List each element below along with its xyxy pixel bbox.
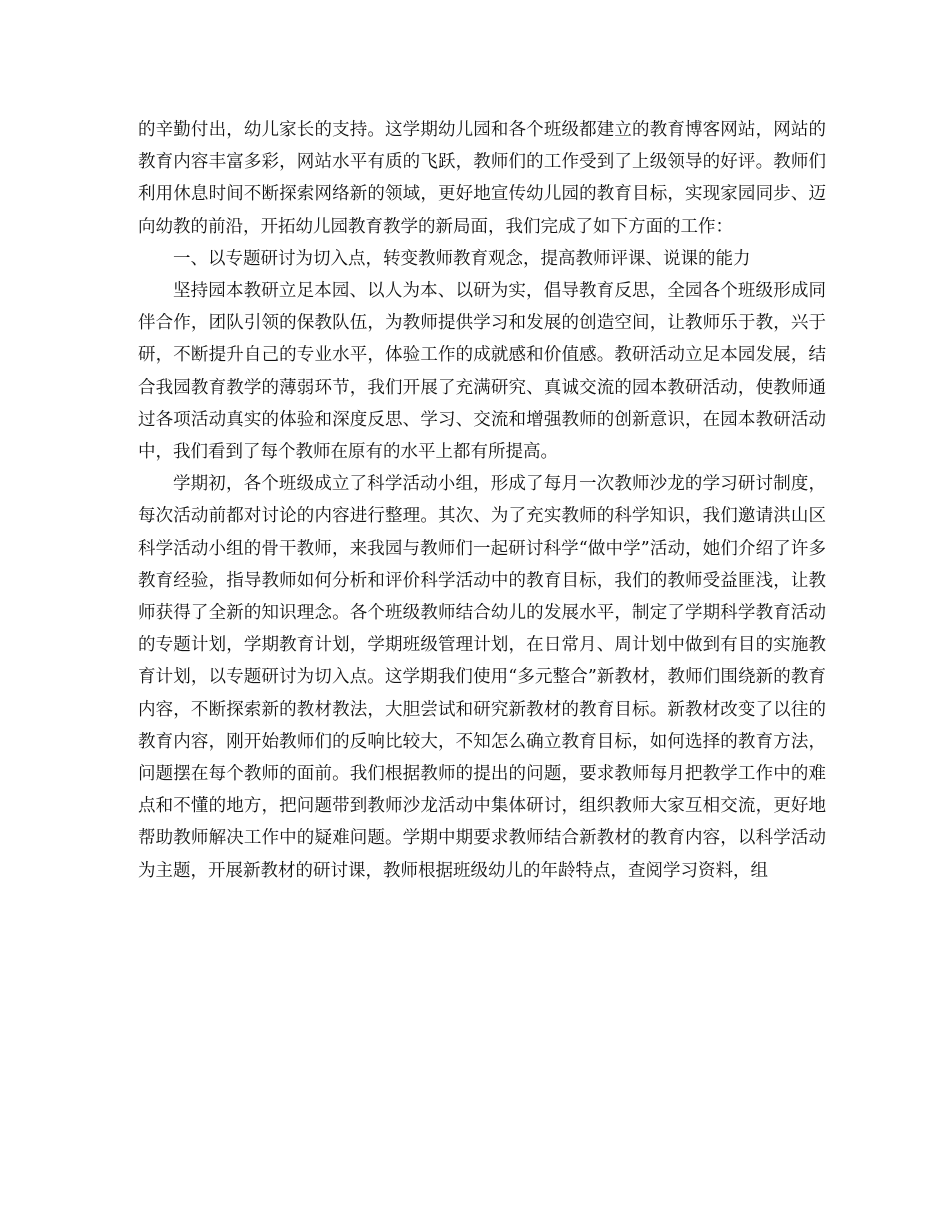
section-heading: 一、以专题研讨为切入点，转变教师教育观念，提高教师评课、说课的能力 — [173, 248, 751, 269]
paragraph-semester: 学期初，各个班级成立了科学活动小组，形成了每月一次教师沙龙的学习研讨制度，每次活动前都对讨论的内容进行整理。其次、为了充实教师的科学知识，我们邀请洪山区科学活动小组的骨干教师，来我园与教师们一起研讨科学“做中学”活动，她们介绍了许多教育经验，指导教师如何分析和评价科学活动中的教育目标，我们的教师受益匪浅，让教师获得了全新的知识理念。各个班级教师结合幼儿的发展水平，制定了学期科学教育活动的专题计划，学期教育计划，学期班级管理计划，在日常月、周计划中做到有目的实施教育计划，以专题研讨为切入点。这学期我们使用“多元整合”新教材，教师们围绕新的教育内容，不断探索新的教材教法，大胆尝试和研究新教材的教育目标。新教材改变了以往的教育内容，刚开始教师们的反响比较大，不知怎么确立教育目标，如何选择的教育方法，问题摆在每个教师的面前。我们根据教师的提出的问题，要求教师每月把教学工作中的难点和不懂的地方，把问题带到教师沙龙活动中集体研讨，组织教师大家互相交流，更好地帮助教师解决工作中的疑难问题。学期中期要求教师结合新教材的教育内容，以科学活动为主题，开展新教材的研讨课，教师根据班级幼儿的年龄特点，查阅学习资料，组 — [138, 474, 826, 881]
paragraph-continuation: 的辛勤付出，幼儿家长的支持。这学期幼儿园和各个班级都建立的教育博客网站，网站的教育内容丰富多彩，网站水平有质的飞跃，教师们的工作受到了上级领导的好评。教师们利用休息时间不断探索网络新的领域，更好地宣传幼儿园的教育目标，实现家园同步、迈向幼教的前沿，开拓幼儿园教育教学的新局面，我们完成了如下方面的工作： — [138, 120, 826, 237]
document-body — [138, 114, 826, 887]
paragraph-research: 坚持园本教研立足本园、以人为本、以研为实，倡导教育反思，全园各个班级形成同伴合作，团队引领的保教队伍，为教师提供学习和发展的创造空间，让教师乐于教，兴于研，不断提升自己的专业水平，体验工作的成就感和价值感。教研活动立足本园发展，结合我园教育教学的薄弱环节，我们开展了充满研究、真诚交流的园本教研活动，使教师通过各项活动真实的体验和深度反思、学习、交流和增强教师的创新意识，在园本教研活动中，我们看到了每个教师在原有的水平上都有所提高。 — [138, 281, 826, 463]
